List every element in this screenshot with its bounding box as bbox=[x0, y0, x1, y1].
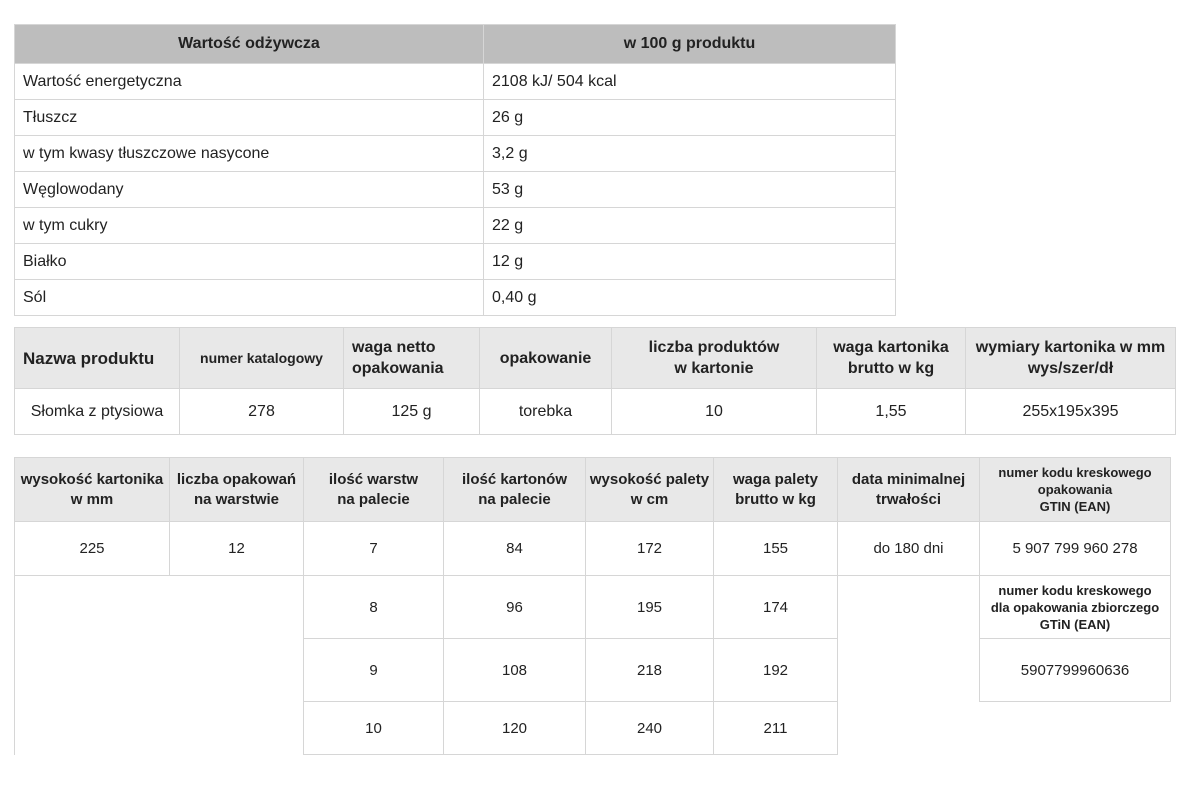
header-packs-per-layer-line2: na warstwie bbox=[193, 490, 280, 508]
header-best-before-line2: trwałości bbox=[875, 490, 942, 508]
nutrition-row bbox=[15, 208, 896, 244]
box-gross-weight: 1,55 bbox=[817, 389, 966, 435]
header-ean-line3: GTIN (EAN) bbox=[1039, 499, 1111, 514]
product-header-count-line2: w kartonie bbox=[674, 360, 754, 377]
nutrient-value: 2108 kJ/ 504 kcal bbox=[484, 64, 896, 100]
product-header-net-weight bbox=[344, 328, 480, 389]
boxes-per-pallet: 96 bbox=[444, 576, 586, 639]
product-header-dimensions-line2: wys/szer/dł bbox=[1027, 360, 1114, 377]
header-pallet-weight bbox=[714, 458, 838, 522]
nutrient-value: 12 g bbox=[484, 244, 896, 280]
bulk-ean-code: 5907799960636 bbox=[980, 639, 1171, 702]
boxes-per-pallet: 84 bbox=[444, 522, 586, 576]
product-header-packaging-label: opakowanie bbox=[499, 349, 592, 367]
pallet-row bbox=[15, 702, 1171, 755]
product-header-row bbox=[15, 328, 1176, 389]
nutrient-value: 53 g bbox=[484, 172, 896, 208]
product-name: Słomka z ptysiowa bbox=[15, 389, 180, 435]
header-boxes-per-pallet-line2: na palecie bbox=[478, 490, 551, 508]
boxes-per-pallet: 108 bbox=[444, 639, 586, 702]
logistics-row bbox=[15, 522, 1171, 576]
pallet-height: 218 bbox=[586, 639, 714, 702]
nutrient-name: w tym kwasy tłuszczowe nasycone bbox=[15, 136, 484, 172]
header-pallet-height bbox=[586, 458, 714, 522]
nutrient-name: Białko bbox=[15, 244, 484, 280]
header-ean-line2: opakowania bbox=[1037, 482, 1113, 497]
pallet-weight: 155 bbox=[714, 522, 838, 576]
product-header-dimensions-line1: wymiary kartonika w mm bbox=[975, 339, 1166, 356]
logistics-header-row bbox=[15, 458, 1171, 522]
header-pallet-height-line1: wysokość palety bbox=[589, 470, 710, 488]
packs-per-layer: 12 bbox=[170, 522, 304, 576]
product-header-box-weight-line2: brutto w kg bbox=[847, 360, 935, 377]
product-header-box-weight bbox=[817, 328, 966, 389]
layers-per-pallet: 8 bbox=[304, 576, 444, 639]
nutrient-name: w tym cukry bbox=[15, 208, 484, 244]
catalog-number: 278 bbox=[180, 389, 344, 435]
nutrition-row bbox=[15, 172, 896, 208]
ean-code: 5 907 799 960 278 bbox=[980, 522, 1171, 576]
product-header-dimensions bbox=[966, 328, 1176, 389]
nutrient-name: Tłuszcz bbox=[15, 100, 484, 136]
product-header-count-line1: liczba produktów bbox=[648, 339, 780, 356]
product-header-packaging bbox=[480, 328, 612, 389]
product-header-catalog-label: numer katalogowy bbox=[200, 349, 323, 366]
nutrition-row bbox=[15, 136, 896, 172]
layers-per-pallet: 10 bbox=[304, 702, 444, 755]
header-boxes-per-pallet bbox=[444, 458, 586, 522]
pallet-weight: 192 bbox=[714, 639, 838, 702]
pallet-height: 240 bbox=[586, 702, 714, 755]
header-layers-per-pallet-line1: ilość warstw bbox=[328, 470, 419, 488]
header-packs-per-layer-line1: liczba opakowań bbox=[176, 470, 297, 488]
net-weight: 125 g bbox=[344, 389, 480, 435]
header-box-height bbox=[15, 458, 170, 522]
header-ean-line1: numer kodu kreskowego bbox=[998, 465, 1152, 480]
product-header-name-label: Nazwa produktu bbox=[23, 348, 155, 368]
header-best-before bbox=[838, 458, 980, 522]
box-height: 225 bbox=[15, 522, 170, 576]
header-ean bbox=[980, 458, 1171, 522]
bulk-ean-label-line3: GTiN (EAN) bbox=[1039, 616, 1111, 632]
product-header-count bbox=[612, 328, 817, 389]
nutrient-name: Węglowodany bbox=[15, 172, 484, 208]
boxes-per-pallet: 120 bbox=[444, 702, 586, 755]
header-packs-per-layer bbox=[170, 458, 304, 522]
bulk-ean-label-line2: dla opakowania zbiorczego bbox=[990, 599, 1160, 615]
nutrient-value: 26 g bbox=[484, 100, 896, 136]
box-dimensions: 255x195x395 bbox=[966, 389, 1176, 435]
products-per-box: 10 bbox=[612, 389, 817, 435]
pallet-height: 172 bbox=[586, 522, 714, 576]
logistics-table bbox=[14, 457, 1171, 755]
nutrient-name: Sól bbox=[15, 280, 484, 316]
product-header-net-weight-line2: opakowania bbox=[352, 360, 444, 377]
product-header-net-weight-line1: waga netto bbox=[352, 339, 436, 356]
nutrition-row bbox=[15, 280, 896, 316]
nutrition-row bbox=[15, 100, 896, 136]
nutrient-name: Wartość energetyczna bbox=[15, 64, 484, 100]
header-layers-per-pallet-line2: na palecie bbox=[337, 490, 410, 508]
header-best-before-line1: data minimalnej bbox=[851, 470, 966, 488]
pallet-row bbox=[15, 639, 1171, 702]
layers-per-pallet: 9 bbox=[304, 639, 444, 702]
nutrition-row bbox=[15, 244, 896, 280]
pallet-row bbox=[15, 576, 1171, 639]
header-pallet-weight-line1: waga palety bbox=[732, 470, 819, 488]
header-pallet-weight-line2: brutto w kg bbox=[735, 490, 816, 508]
header-box-height-line2: w mm bbox=[70, 490, 114, 508]
nutrition-header-row bbox=[15, 25, 896, 64]
header-boxes-per-pallet-line1: ilość kartonów bbox=[461, 470, 568, 488]
nutrition-header-name: Wartość odżywcza bbox=[15, 25, 484, 64]
nutrition-row bbox=[15, 64, 896, 100]
nutrient-value: 0,40 g bbox=[484, 280, 896, 316]
layers-per-pallet: 7 bbox=[304, 522, 444, 576]
bulk-ean-label bbox=[980, 576, 1171, 639]
nutrient-value: 22 g bbox=[484, 208, 896, 244]
packaging: torebka bbox=[480, 389, 612, 435]
best-before: do 180 dni bbox=[838, 522, 980, 576]
pallet-weight: 211 bbox=[714, 702, 838, 755]
nutrition-header-per100g: w 100 g produktu bbox=[484, 25, 896, 64]
product-row bbox=[15, 389, 1176, 435]
product-table bbox=[14, 327, 1176, 435]
bulk-ean-label-line1: numer kodu kreskowego bbox=[998, 582, 1152, 598]
pallet-height: 195 bbox=[586, 576, 714, 639]
header-pallet-height-line2: w cm bbox=[630, 490, 669, 508]
header-layers-per-pallet bbox=[304, 458, 444, 522]
product-header-box-weight-line1: waga kartonika bbox=[833, 339, 949, 356]
pallet-weight: 174 bbox=[714, 576, 838, 639]
header-box-height-line1: wysokość kartonika bbox=[20, 470, 164, 488]
nutrient-value: 3,2 g bbox=[484, 136, 896, 172]
product-header-name bbox=[15, 328, 180, 389]
product-header-catalog bbox=[180, 328, 344, 389]
nutrition-table bbox=[14, 24, 896, 316]
